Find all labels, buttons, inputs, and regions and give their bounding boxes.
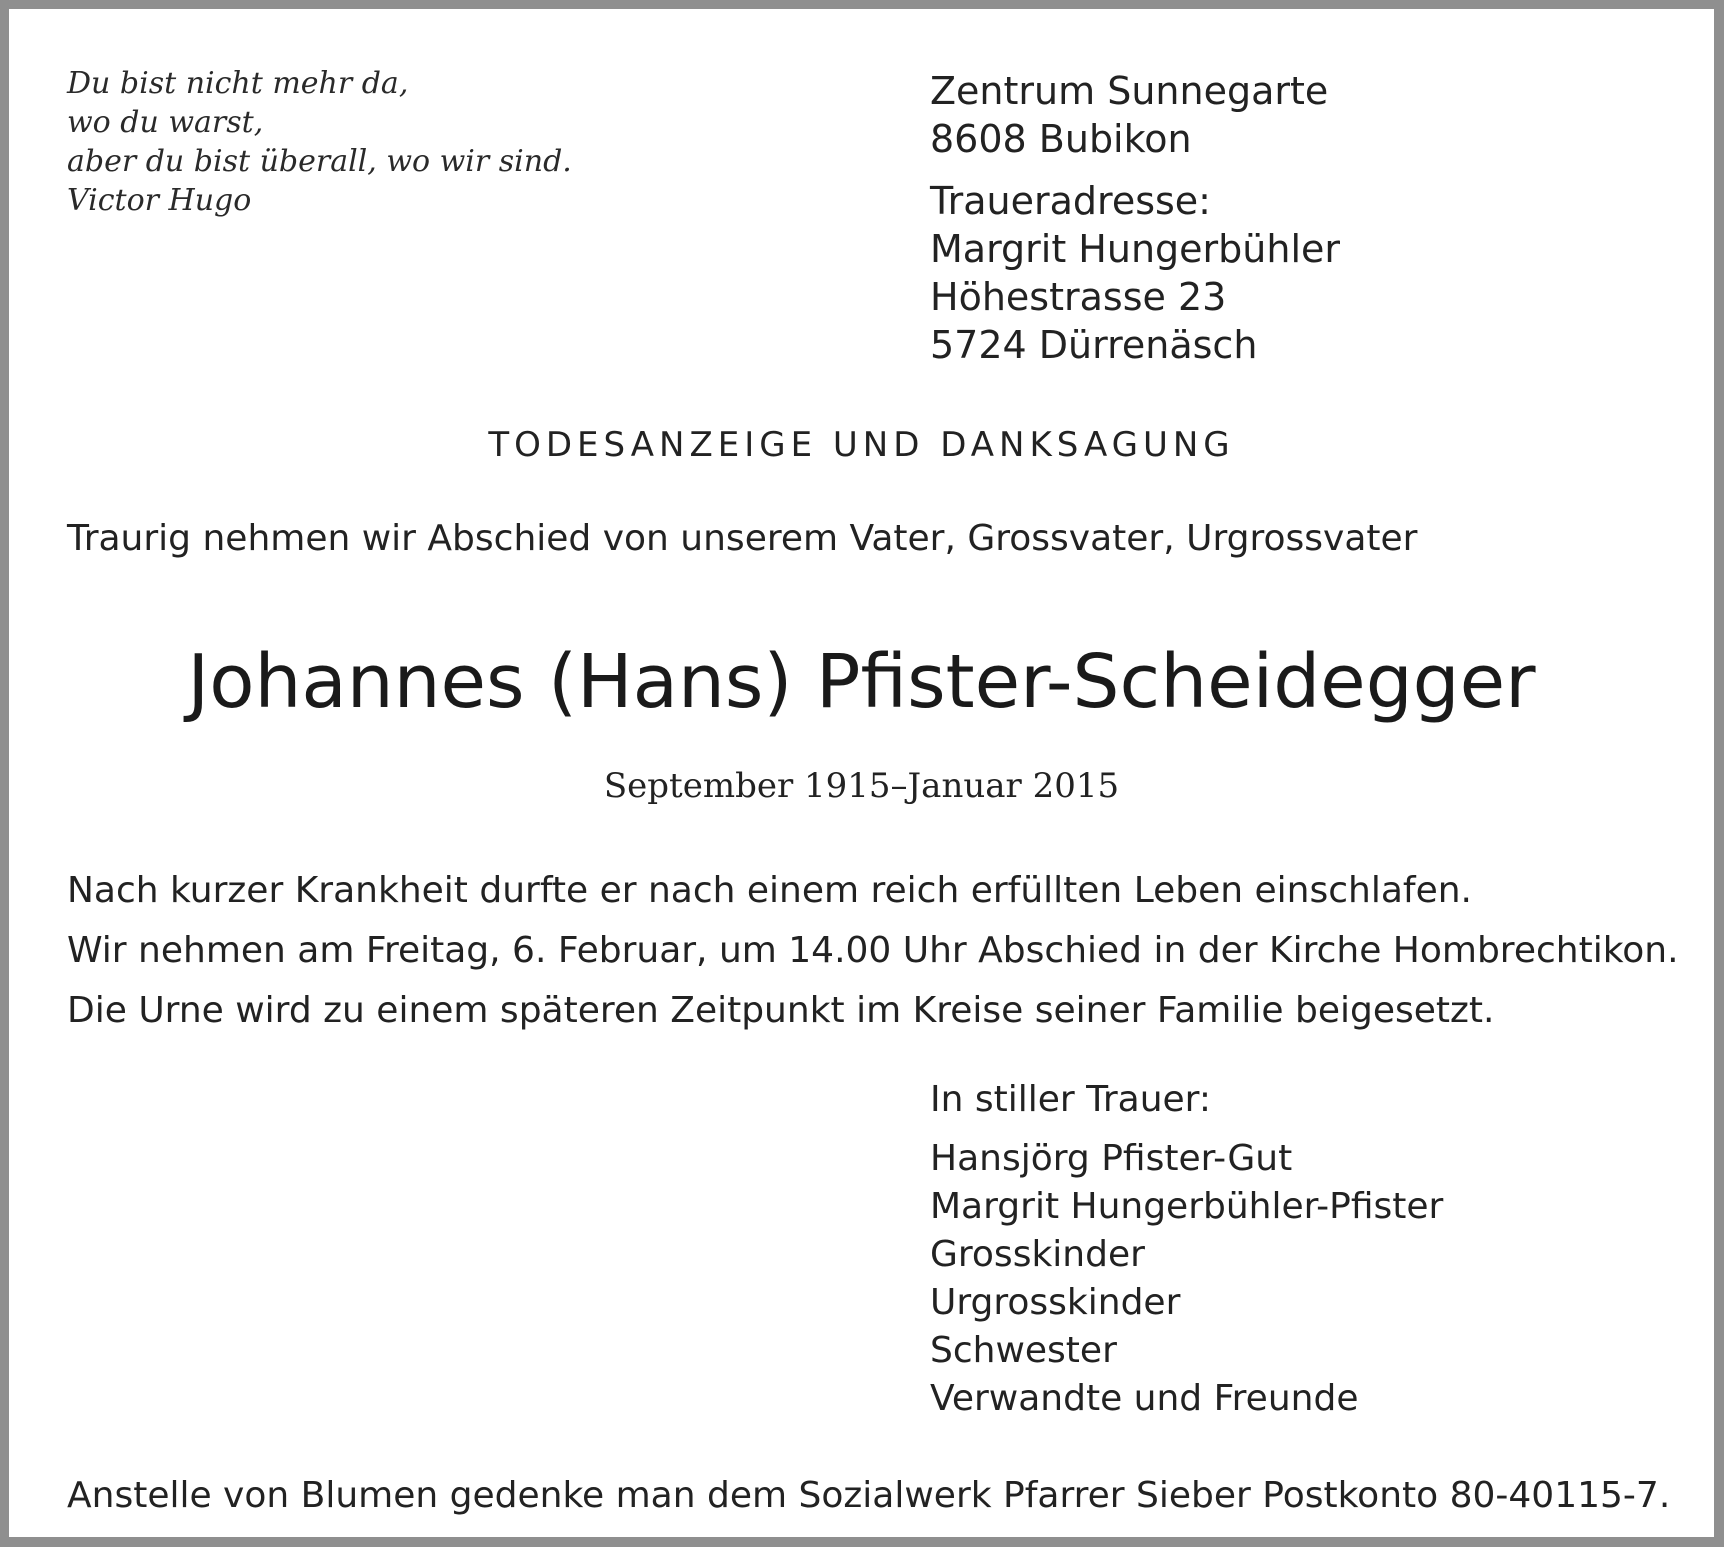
body-line: Die Urne wird zu einem späteren Zeitpunkt im Kreise seiner Familie beigesetzt. bbox=[67, 990, 1495, 1031]
body-line: Wir nehmen am Freitag, 6. Februar, um 14.00 Uhr Abschied in der Kirche Hombrechtikon. bbox=[67, 930, 1679, 971]
quote-author: Victor Hugo bbox=[67, 183, 252, 218]
body-line: Nach kurzer Krankheit durfte er nach einem reich erfüllten Leben einschlafen. bbox=[67, 870, 1473, 911]
institution-name: Zentrum Sunnegarte bbox=[930, 69, 1329, 113]
institution-city: 8608 Bubikon bbox=[930, 117, 1192, 161]
quote-line: wo du warst, bbox=[67, 105, 264, 140]
poem-quote bbox=[67, 64, 767, 220]
mourner-name: Schwester bbox=[930, 1330, 1117, 1371]
mourner-name: Urgrosskinder bbox=[930, 1282, 1181, 1323]
mourner-name: Hansjörg Pfister-Gut bbox=[930, 1138, 1293, 1179]
life-dates: September 1915–Januar 2015 bbox=[603, 766, 1120, 806]
mourning-address-name: Margrit Hungerbühler bbox=[930, 227, 1341, 271]
intro-text: Traurig nehmen wir Abschied von unserem Vater, Grossvater, Urgrossvater bbox=[67, 518, 1418, 559]
mourner-name: Margrit Hungerbühler-Pfister bbox=[930, 1186, 1444, 1227]
donation-note: Anstelle von Blumen gedenke man dem Sozialwerk Pfarrer Sieber Postkonto 80-40115-7. bbox=[67, 1475, 1671, 1516]
mourning-address-label: Traueradresse: bbox=[930, 179, 1211, 223]
quote-line: Du bist nicht mehr da, bbox=[67, 66, 409, 101]
mourning-address-city: 5724 Dürrenäsch bbox=[930, 323, 1258, 367]
quote-line: aber du bist überall, wo wir sind. bbox=[67, 144, 572, 179]
address-spacer bbox=[930, 163, 1690, 177]
deceased-name: Johannes (Hans) Pfister-Scheidegger bbox=[187, 639, 1536, 725]
mourning-address-street: Höhestrasse 23 bbox=[930, 275, 1227, 319]
notice-body bbox=[67, 861, 1687, 1041]
mourner-name: Grosskinder bbox=[930, 1234, 1145, 1275]
mourner-name: Verwandte und Freunde bbox=[930, 1378, 1359, 1419]
mourners-list bbox=[930, 1076, 1443, 1423]
obituary-notice bbox=[9, 9, 1714, 1537]
notice-heading: TODESANZEIGE UND DANKSAGUNG bbox=[488, 425, 1235, 465]
mourners-label: In stiller Trauer: bbox=[930, 1079, 1211, 1120]
address-block bbox=[930, 67, 1690, 369]
